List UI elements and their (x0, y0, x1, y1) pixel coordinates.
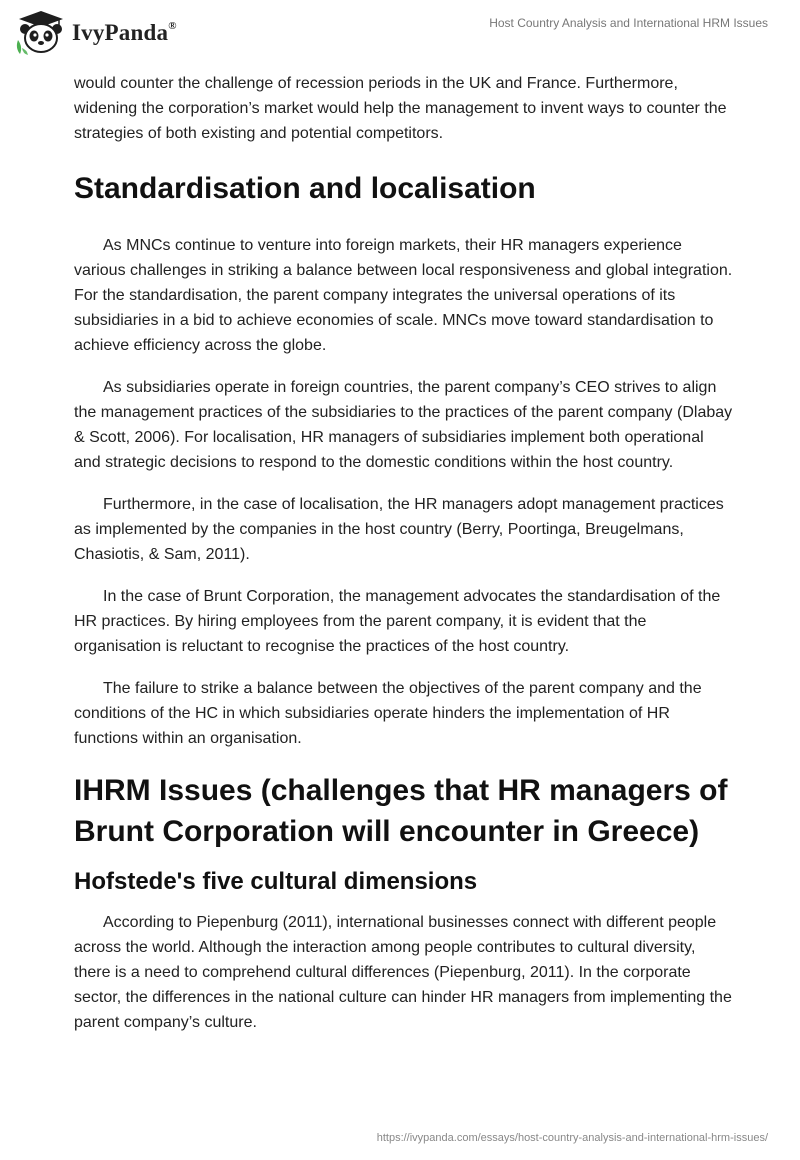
panda-graduate-icon (14, 10, 68, 56)
section-heading-standardisation: Standardisation and localisation (74, 172, 536, 205)
paragraph: As MNCs continue to venture into foreign markets, their HR managers experience various challenges in striking a balance between local responsiveness and global integration. For the standardisation, the parent company integrates the universal operations of its subsidiaries in a bid to achieve economies of scale. MNCs move toward standardisation to achieve efficiency across the globe. (74, 237, 733, 354)
intro-paragraph: would counter the challenge of recession periods in the UK and France. Furthermore, widening the corporation’s market would help the management to invent ways to counter the strategies of both existing and potential competitors. (74, 75, 727, 142)
paragraph: The failure to strike a balance between the objectives of the parent company and the conditions of the HC in which subsidiaries operate hinders the implementation of HR functions within an organisation. (74, 680, 702, 747)
registered-mark: ® (168, 20, 177, 33)
paragraph: According to Piepenburg (2011), international businesses connect with different people across the world. Although the interaction among people contributes to cultural diversity, there is a need to comprehend cultural differences (Piepenburg, 2011). In the corporate sector, the differences in the national culture can hinder HR managers from implementing the parent company’s culture. (74, 914, 732, 1031)
source-url-link[interactable]: https://ivypanda.com/essays/host-country-analysis-and-international-hrm-issues/ (376, 1132, 768, 1144)
brand-name: IvyPanda (72, 20, 169, 45)
paragraph: Furthermore, in the case of localisation, the HR managers adopt management practices as implemented by the companies in the host country (Berry, Poortinga, Breugelmans, Chasiotis, & Sam, 2011). (74, 496, 724, 563)
paragraph: As subsidiaries operate in foreign countries, the parent company’s CEO strives to align the management practices of the subsidiaries to the practices of the parent company (Dlabay & Scott, 2006). For localisation, HR managers of subsidiaries implement both operational and strategic decisions to respond to the domestic conditions within the host country. (74, 379, 733, 471)
paragraph: In the case of Brunt Corporation, the management advocates the standardisation of the HR practices. By hiring employees from the parent company, it is evident that the organisation is reluctant to recognise the practices of the host country. (74, 588, 721, 655)
ivypanda-logo[interactable] (14, 10, 177, 56)
document-title: Host Country Analysis and International HRM Issues (489, 16, 768, 30)
subsection-heading-hofstede: Hofstede's five cultural dimensions (74, 868, 478, 895)
essay-content (74, 71, 734, 1052)
section-heading-ihrm-issues: IHRM Issues (challenges that HR managers of Brunt Corporation will encounter in Greece) (74, 774, 728, 848)
